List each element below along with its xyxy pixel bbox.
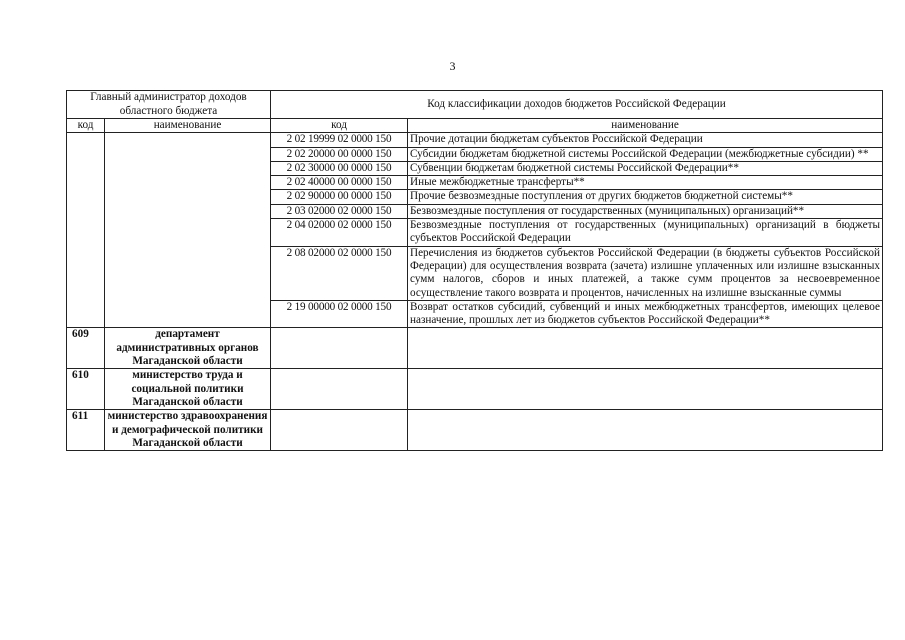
- admin-code: 611: [67, 410, 105, 451]
- empty-cell: [271, 328, 408, 369]
- income-name: Прочие дотации бюджетам субъектов Российской Федерации: [408, 133, 883, 147]
- header-class-code: код: [271, 119, 408, 133]
- admin-name: министерство труда и социальной политики Магаданской области: [105, 369, 271, 410]
- admin-row: [67, 410, 883, 451]
- income-code: 2 02 30000 00 0000 150: [271, 161, 408, 175]
- income-name: Возврат остатков субсидий, субвенций и иных межбюджетных трансфертов, имеющих целевое назначение, прошлых лет из бюджетов субъектов Российской Федерации**: [408, 300, 883, 328]
- empty-cell: [408, 328, 883, 369]
- admin-row: [67, 328, 883, 369]
- empty-cell: [271, 369, 408, 410]
- income-code: 2 02 40000 00 0000 150: [271, 176, 408, 190]
- header-row-sub: [67, 119, 883, 133]
- header-admin-name: наименование: [105, 119, 271, 133]
- income-code: 2 02 20000 00 0000 150: [271, 147, 408, 161]
- header-class-name: наименование: [408, 119, 883, 133]
- income-name: Перечисления из бюджетов субъектов Российской Федерации (в бюджеты субъектов Российской Федерации) для осуществления возврата (зачета) излишне уплаченных или излишне взысканных сумм налогов, сборов и иных платежей, а также сумм процентов за несвоевременное осуществление такого возврата и процентов, начисленных на излишне взысканные суммы: [408, 246, 883, 300]
- header-admin-code: код: [67, 119, 105, 133]
- empty-cell: [408, 410, 883, 451]
- admin-code: 609: [67, 328, 105, 369]
- header-chief-admin: Главный администратор доходов областного бюджета: [67, 91, 271, 119]
- admin-name: министерство здравоохранения и демографической политики Магаданской области: [105, 410, 271, 451]
- income-code: 2 19 00000 02 0000 150: [271, 300, 408, 328]
- income-name: Прочие безвозмездные поступления от других бюджетов бюджетной системы**: [408, 190, 883, 204]
- admin-code: 610: [67, 369, 105, 410]
- income-code: 2 08 02000 02 0000 150: [271, 246, 408, 300]
- table-row: [67, 133, 883, 147]
- admin-row: [67, 369, 883, 410]
- income-name: Безвозмездные поступления от государственных (муниципальных) организаций в бюджеты субъектов Российской Федерации: [408, 219, 883, 247]
- income-name: Субвенции бюджетам бюджетной системы Российской Федерации**: [408, 161, 883, 175]
- income-code: 2 02 90000 00 0000 150: [271, 190, 408, 204]
- header-classification: Код классификации доходов бюджетов Российской Федерации: [271, 91, 883, 119]
- page-number: 3: [449, 59, 456, 73]
- income-code: 2 04 02000 02 0000 150: [271, 219, 408, 247]
- income-classification-table: [66, 90, 883, 451]
- admin-name-cell-empty: [105, 133, 271, 328]
- income-code: 2 03 02000 02 0000 150: [271, 204, 408, 218]
- income-name: Иные межбюджетные трансферты**: [408, 176, 883, 190]
- admin-name: департамент административных органов Магаданской области: [105, 328, 271, 369]
- admin-code-cell-empty: [67, 133, 105, 328]
- empty-cell: [271, 410, 408, 451]
- empty-cell: [408, 369, 883, 410]
- income-name: Безвозмездные поступления от государственных (муниципальных) организаций**: [408, 204, 883, 218]
- income-name: Субсидии бюджетам бюджетной системы Российской Федерации (межбюджетные субсидии) **: [408, 147, 883, 161]
- header-row-main: [67, 91, 883, 119]
- income-code: 2 02 19999 02 0000 150: [271, 133, 408, 147]
